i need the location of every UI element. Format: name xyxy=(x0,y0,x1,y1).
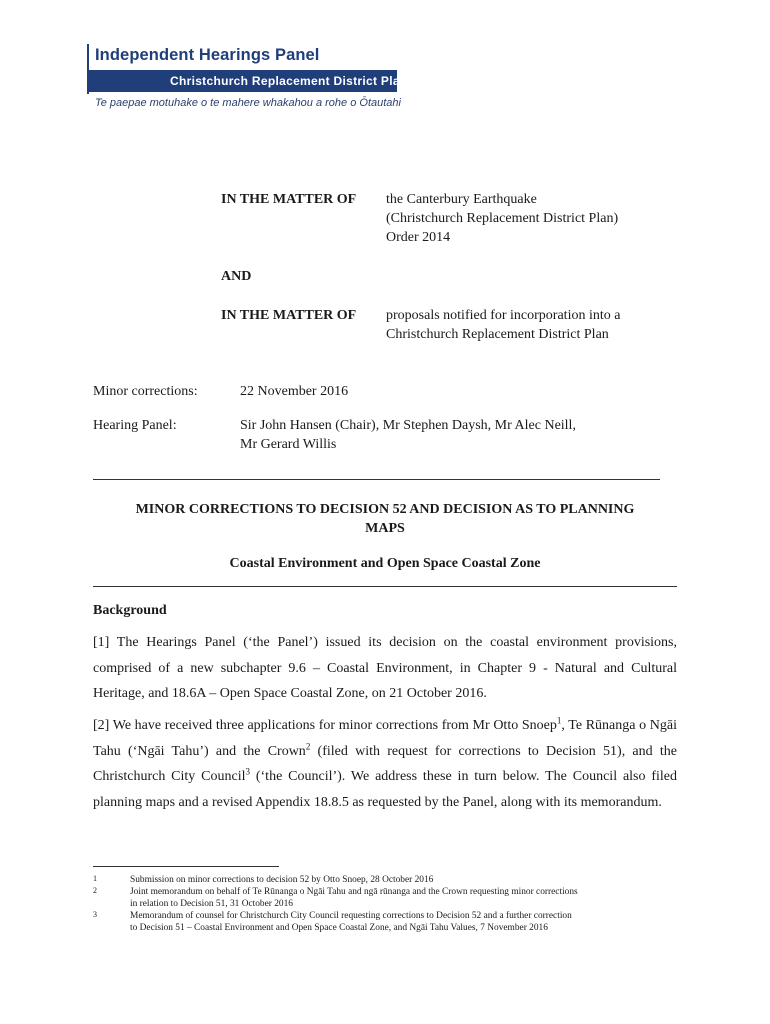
paragraph-1: [1] The Hearings Panel (‘the Panel’) issued its decision on the coastal environment provisions, comprised of a new subchapter 9.6 – Coastal Environment, in Chapter 9 - Natural and Cultural Heritage, and 18.6A – Open Space Coastal Zone, on 21 October 2016. xyxy=(93,635,677,701)
matter2-label: IN THE MATTER OF xyxy=(221,308,357,323)
footnote-ref-1[interactable]: 1 xyxy=(556,715,562,726)
footnote-3-text-line-2: to Decision 51 – Coastal Environment and Open Space Coastal Zone, and Ngāi Tahu Values, 7 November 2016 xyxy=(130,923,548,933)
matter1-label: IN THE MATTER OF xyxy=(221,192,357,207)
matter2-line-2: Christchurch Replacement District Plan xyxy=(386,327,609,342)
matter1-line-3: Order 2014 xyxy=(386,230,451,245)
footnote-1-number: 1 xyxy=(93,874,97,883)
paragraph-2 xyxy=(93,713,677,815)
paragraph-2-text-a: [2] We have received three applications for minor corrections from Mr Otto Snoep xyxy=(93,718,557,733)
paragraph-2-text-d: (‘the Council’). We address these in turn below. The Council also filed planning maps and a revised Appendix 18.8.5 as requested by the Panel, along with its memorandum. xyxy=(93,769,678,810)
section-title-background: Background xyxy=(93,603,167,618)
footnote-ref-3[interactable]: 3 xyxy=(245,766,250,777)
matter1-line-2: (Christchurch Replacement District Plan) xyxy=(386,211,619,226)
divider-top xyxy=(93,479,660,480)
matter2-line-1: proposals notified for incorporation into a xyxy=(386,308,621,323)
footnote-separator xyxy=(93,866,279,867)
and-label: AND xyxy=(221,269,252,284)
logo-title: Independent Hearings Panel xyxy=(95,46,320,64)
minor-corrections-label: Minor corrections: xyxy=(93,384,198,399)
matter1-line-1: the Canterbury Earthquake xyxy=(386,192,537,207)
divider-bottom xyxy=(93,586,677,587)
paragraph-2-text-b: , Te Rūnanga o Ngāi Tahu (‘Ngāi Tahu’) and the Crown xyxy=(93,718,678,759)
footnote-1-text: Submission on minor corrections to decision 52 by Otto Snoep, 28 October 2016 xyxy=(130,875,434,885)
hearing-panel-label: Hearing Panel: xyxy=(93,418,177,433)
footnote-3-text-line-1: Memorandum of counsel for Christchurch City Council requesting corrections to Decision 52 and a further correction xyxy=(130,911,572,921)
footnote-2-number: 2 xyxy=(93,886,97,895)
logo-band-text: Christchurch Replacement District Plan xyxy=(170,74,408,88)
paragraph-2-text-c: (filed with request for corrections to Decision 51), and the Christchurch City Council xyxy=(93,743,677,784)
footnote-2-text-line-1: Joint memorandum on behalf of Te Rūnanga o Ngāi Tahu and ngā rūnanga and the Crown requesting minor corrections xyxy=(130,887,578,897)
logo-maori-subtitle: Te paepae motuhake o te mahere whakahou a rohe o Ōtautahi xyxy=(95,97,401,109)
footnote-ref-2[interactable]: 2 xyxy=(305,740,311,751)
footnote-3-number: 3 xyxy=(93,910,97,919)
decision-subtitle: Coastal Environment and Open Space Coastal Zone xyxy=(229,556,541,571)
decision-heading-line-1: MINOR CORRECTIONS TO DECISION 52 AND DECISION AS TO PLANNING xyxy=(135,502,635,517)
hearing-panel-line-2: Mr Gerard Willis xyxy=(240,437,337,452)
hearing-panel-line-1: Sir John Hansen (Chair), Mr Stephen Daysh, Mr Alec Neill, xyxy=(240,418,576,433)
decision-heading-line-2: MAPS xyxy=(365,521,405,536)
minor-corrections-date: 22 November 2016 xyxy=(240,384,349,399)
footnote-2-text-line-2: in relation to Decision 51, 31 October 2016 xyxy=(130,899,293,909)
